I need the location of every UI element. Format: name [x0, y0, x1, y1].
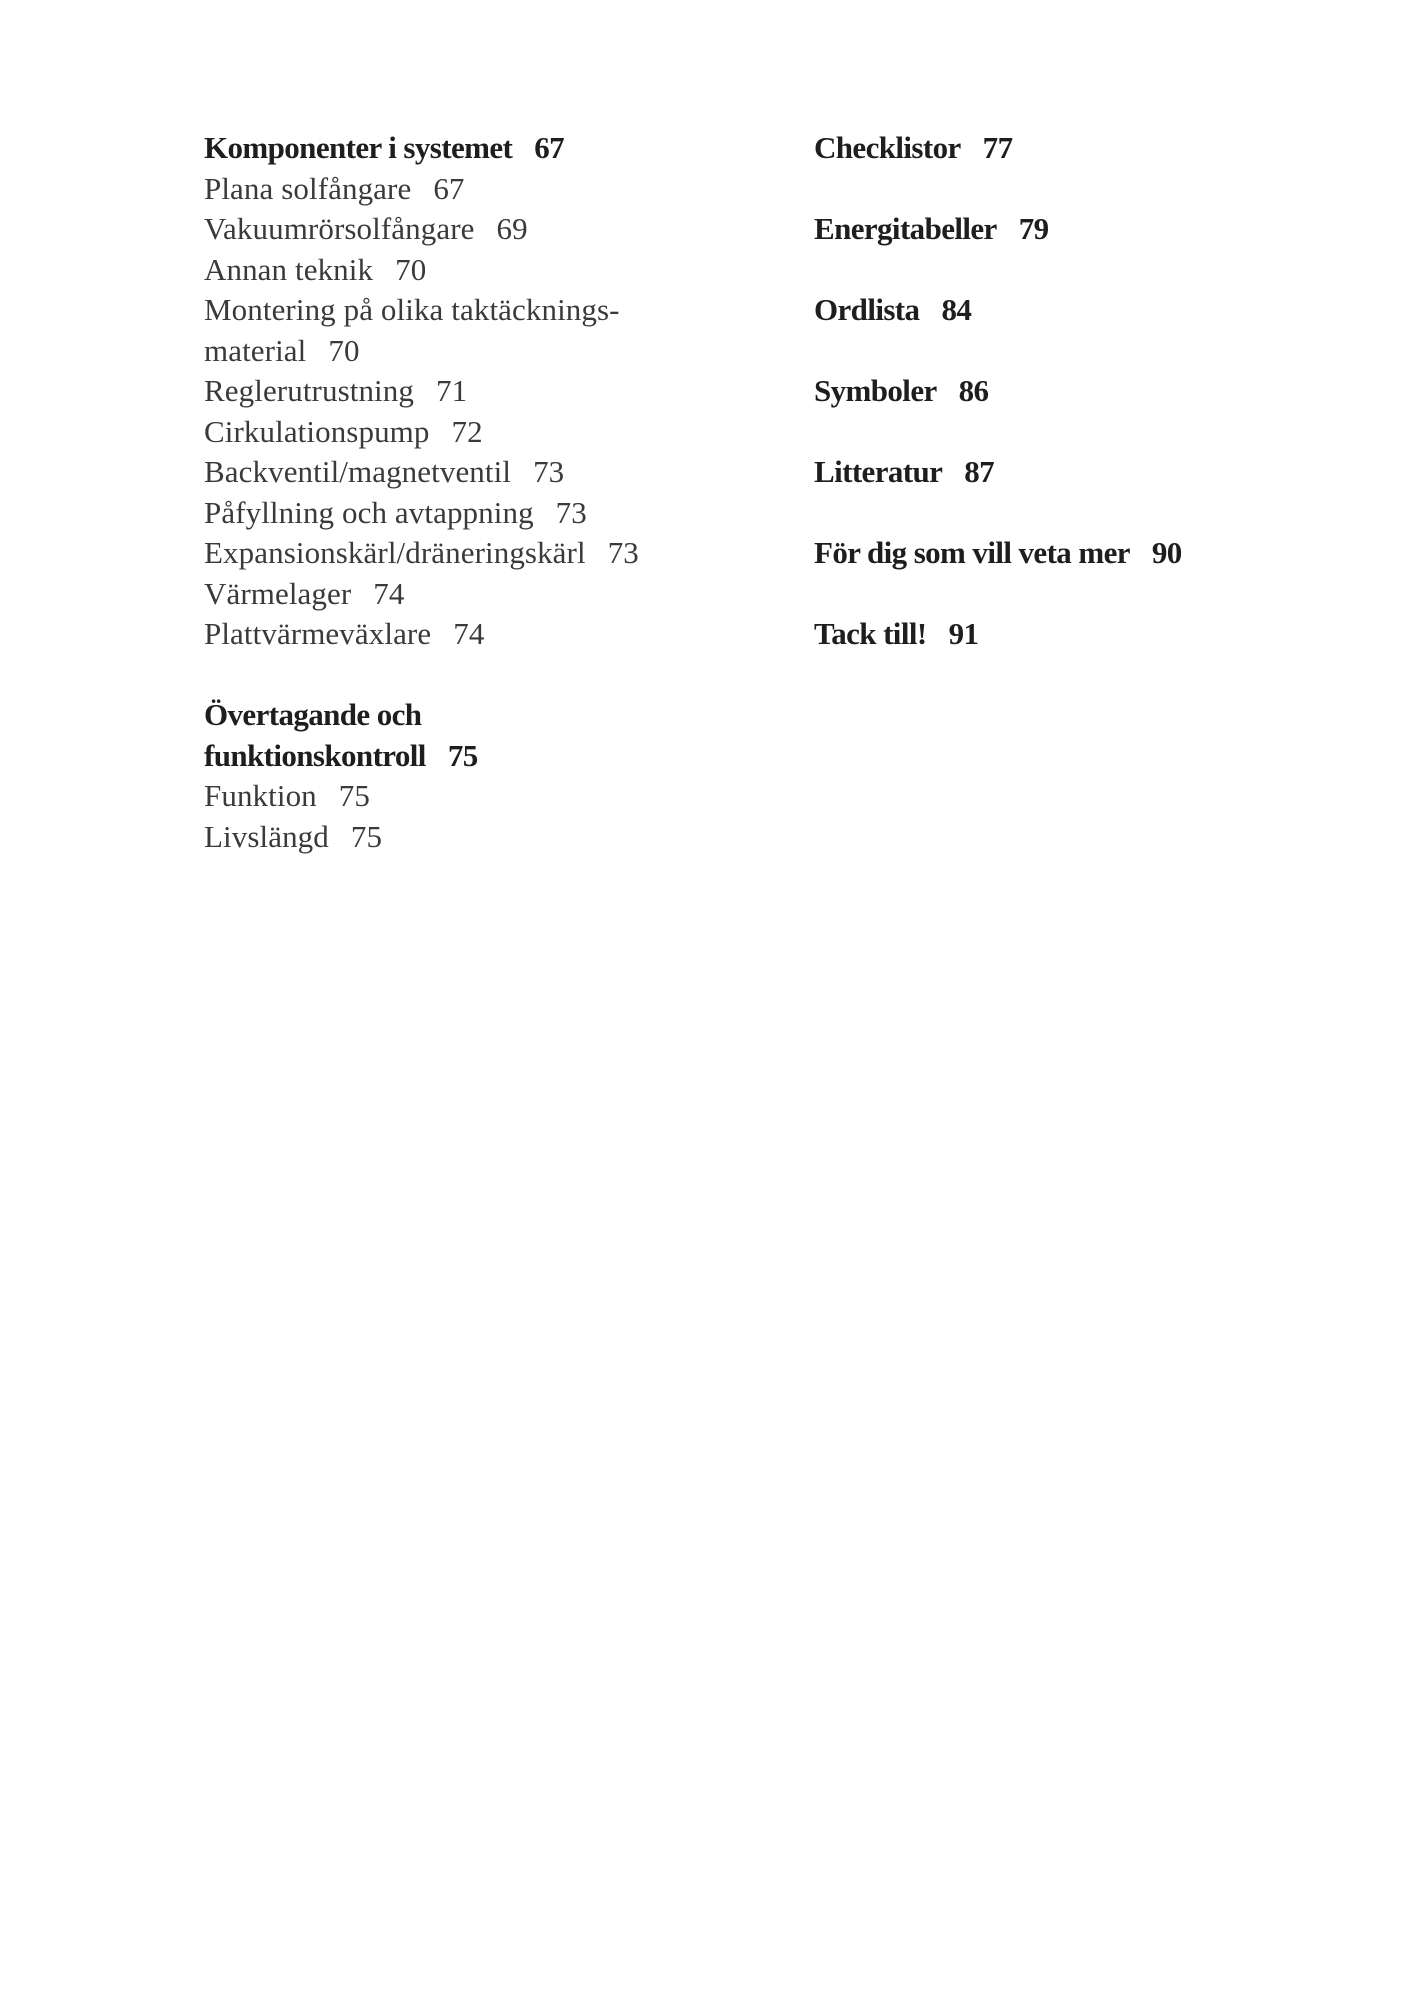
toc-entry[interactable]: [204, 574, 764, 615]
toc-right-column: [814, 128, 1374, 655]
toc-page-number: 91: [948, 616, 979, 651]
toc-page-number: 70: [328, 332, 360, 368]
section-spacer: [814, 250, 1374, 291]
toc-page-number: 87: [964, 454, 995, 489]
toc-entry[interactable]: [204, 209, 764, 250]
toc-entry[interactable]: [204, 331, 764, 372]
toc-heading-label: Energitabeller: [814, 211, 997, 246]
toc-entry-label: Expansionskärl/dräneringskärl: [204, 535, 586, 570]
section-spacer: [814, 493, 1374, 534]
toc-page-number: 75: [338, 778, 370, 813]
toc-page-number: 72: [451, 413, 483, 449]
toc-heading-komponenter[interactable]: [204, 128, 764, 169]
toc-page-number: 86: [958, 373, 989, 408]
toc-page-number: 77: [982, 130, 1013, 165]
toc-page-number: 73: [555, 494, 587, 530]
section-spacer: [814, 574, 1374, 615]
toc-heading-label: Övertagande och: [204, 697, 422, 732]
toc-entry-label: Plana solfångare: [204, 170, 412, 206]
toc-page-number: 73: [607, 535, 639, 570]
toc-left-column: [204, 128, 764, 857]
toc-entry-label: Cirkulationspump: [204, 413, 430, 449]
toc-entry-label: Vakuumrörsolfångare: [204, 211, 475, 246]
toc-heading-tack-till[interactable]: [814, 614, 1374, 655]
toc-entry[interactable]: [204, 169, 764, 210]
toc-page-number: 74: [373, 575, 405, 611]
toc-page-number: 69: [496, 211, 528, 246]
toc-page-number: 75: [350, 818, 383, 854]
toc-entry-label: Backventil/magnetventil: [204, 454, 512, 489]
toc-page-number: 71: [435, 373, 468, 408]
toc-heading-label: funktionskontroll: [204, 737, 426, 773]
toc-heading-litteratur[interactable]: [814, 452, 1374, 493]
toc-heading-for-dig[interactable]: [814, 533, 1374, 574]
toc-entry[interactable]: [204, 493, 764, 534]
toc-entry[interactable]: [204, 817, 764, 858]
toc-heading-label: Litteratur: [814, 454, 943, 489]
toc-entry-label: Värmelager: [204, 575, 352, 611]
toc-entry[interactable]: [204, 776, 764, 817]
toc-heading-label: Komponenter i systemet: [204, 130, 513, 165]
toc-heading-overtagande[interactable]: [204, 695, 764, 736]
toc-entry[interactable]: [204, 250, 764, 291]
section-spacer: [814, 169, 1374, 210]
toc-page-number: 67: [534, 130, 565, 165]
toc-heading-label: Tack till!: [814, 616, 927, 651]
toc-heading-energitabeller[interactable]: [814, 209, 1374, 250]
toc-page-number: 84: [941, 292, 972, 327]
toc-page-number: 67: [433, 170, 465, 206]
section-spacer: [204, 655, 764, 696]
toc-page-number: 79: [1018, 211, 1049, 246]
toc-heading-checklistor[interactable]: [814, 128, 1374, 169]
toc-entry[interactable]: [204, 412, 764, 453]
toc-page-number: 73: [533, 454, 565, 489]
toc-entry[interactable]: [204, 533, 764, 574]
toc-entry-label: Livslängd: [204, 818, 329, 854]
toc-entry-label: Påfyllning och avtappning: [204, 494, 534, 530]
toc-page-number: 74: [453, 616, 485, 651]
toc-heading-label: För dig som vill veta mer: [814, 535, 1130, 570]
toc-heading-ordlista[interactable]: [814, 290, 1374, 331]
toc-heading-funktionskontroll[interactable]: [204, 736, 764, 777]
section-spacer: [814, 412, 1374, 453]
section-spacer: [814, 331, 1374, 372]
toc-entry-label: Plattvärmeväxlare: [204, 616, 432, 651]
toc-heading-label: Symboler: [814, 373, 937, 408]
toc-entry-label: Annan teknik: [204, 251, 374, 287]
toc-page-number: 75: [447, 737, 478, 773]
toc-entry[interactable]: [204, 614, 764, 655]
toc-entry[interactable]: [204, 290, 764, 331]
toc-heading-label: Ordlista: [814, 292, 920, 327]
toc-entry[interactable]: [204, 452, 764, 493]
toc-entry[interactable]: [204, 371, 764, 412]
toc-entry-label: material: [204, 332, 307, 368]
toc-entry-label: Montering på olika taktäcknings-: [204, 292, 620, 327]
toc-page-number: 70: [395, 251, 427, 287]
toc-entry-label: Funktion: [204, 778, 317, 813]
toc-heading-symboler[interactable]: [814, 371, 1374, 412]
toc-page-number: 90: [1151, 535, 1182, 570]
toc-entry-label: Reglerutrustning: [204, 373, 414, 408]
toc-heading-label: Checklistor: [814, 130, 961, 165]
